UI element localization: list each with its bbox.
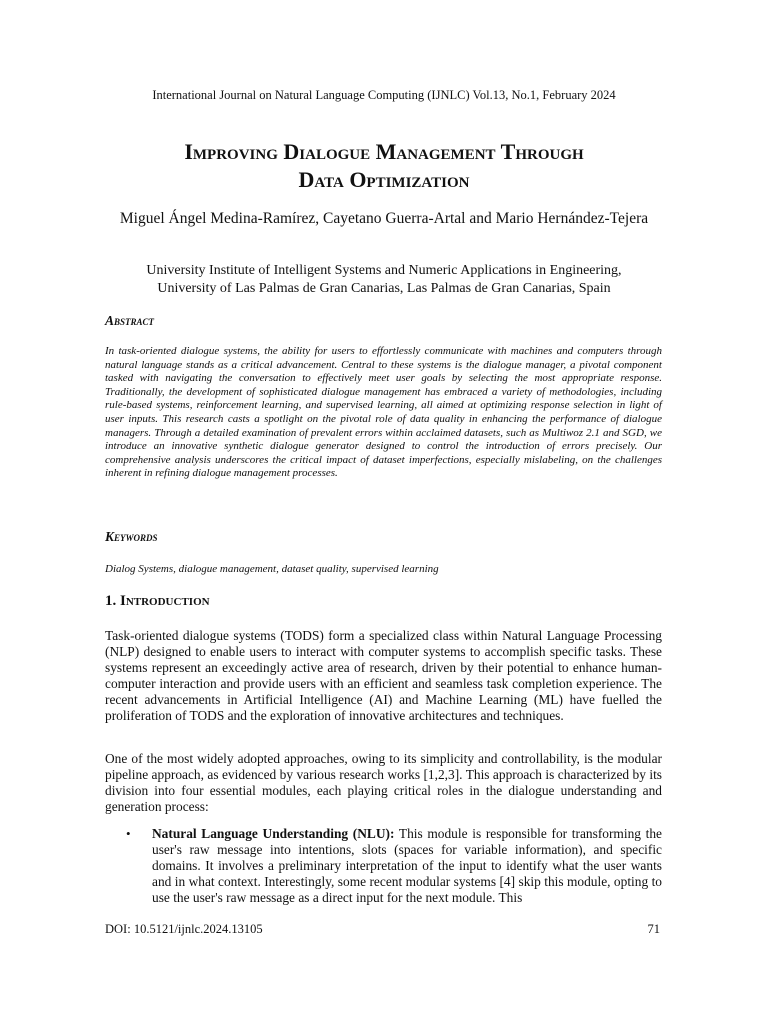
abstract-heading: Abstract xyxy=(105,313,155,328)
bullet-term: Natural Language Understanding (NLU): xyxy=(152,826,395,841)
footer-doi: DOI: 10.5121/ijnlc.2024.13105 xyxy=(105,922,263,936)
introduction-heading: 1. Introduction xyxy=(105,593,210,609)
journal-header: International Journal on Natural Language Computing (IJNLC) Vol.13, No.1, February 2024 xyxy=(152,88,616,102)
paper-title xyxy=(0,138,768,194)
abstract-body: In task-oriented dialogue systems, the ability for users to effortlessly communicate with machines and computers through natural language stands as a critical advancement. Central to these systems is the dialogue manager, a pivotal component tasked with navigating the conversation to effectively meet user goals by selecting the most appropriate response. Traditionally, the development of sophisticated dialogue management has embraced a variety of methodologies, including rule-based systems, reinforcement learning, and supervised learning, all aimed at optimizing response selection in light of user inputs. This research casts a spotlight on the pivotal role of data quality in enhancing the performance of dialogue managers. Through a detailed examination of prevalent errors within acclaimed datasets, such as Multiwoz 2.1 and SGD, we introduce an innovative synthetic dialogue generator designed to control the introduction of errors precisely. Our comprehensive analysis underscores the critical impact of dataset imperfections, especially mislabeling, on the challenges inherent in refining dialogue management processes. xyxy=(105,345,662,480)
affiliation xyxy=(80,262,688,298)
bullet-marker: • xyxy=(126,826,131,841)
bullet-text xyxy=(152,826,662,906)
introduction-paragraph-1: Task-oriented dialogue systems (TODS) form a specialized class within Natural Language Processing (NLP) designed to enable users to interact with computer systems to accomplish specific tasks. These systems represent an exceedingly active area of research, driven by their potential to enhance human-computer interaction and provide users with an efficient and seamless task completion experience. The recent advancements in Artificial Intelligence (AI) and Machine Learning (ML) have fuelled the proliferation of TODS and the exploration of innovative architectures and techniques. xyxy=(105,628,662,723)
introduction-paragraph-2: One of the most widely adopted approaches, owing to its simplicity and controllability, is the modular pipeline approach, as evidenced by various research works [1,2,3]. This approach is characterized by its division into four essential modules, each playing critical roles in the dialogue understanding and generation process: xyxy=(105,751,662,814)
authors: Miguel Ángel Medina-Ramírez, Cayetano Guerra-Artal and Mario Hernández-Tejera xyxy=(119,210,649,227)
affiliation-line-2: University of Las Palmas de Gran Canarias, Las Palmas de Gran Canarias, Spain xyxy=(157,281,611,296)
paper-title-line-2: Data Optimization xyxy=(298,167,470,192)
affiliation-line-1: University Institute of Intelligent Systems and Numeric Applications in Engineering, xyxy=(146,263,622,278)
page-number: 71 xyxy=(647,922,660,936)
bullet-description: This module is responsible for transforming the user's raw message into intentions, slots (spaces for variable information), and specific domains. It involves a preliminary interpretation of the input to identify what the user wants and in what context. Interestingly, some recent modular systems [4] skip this module, opting to use the user's raw message as a direct input for the next module. This xyxy=(152,826,662,905)
keywords-body: Dialog Systems, dialogue management, dataset quality, supervised learning xyxy=(105,563,439,575)
keywords-heading: Keywords xyxy=(105,529,158,544)
paper-title-line-1: Improving Dialogue Management Through xyxy=(184,139,584,164)
